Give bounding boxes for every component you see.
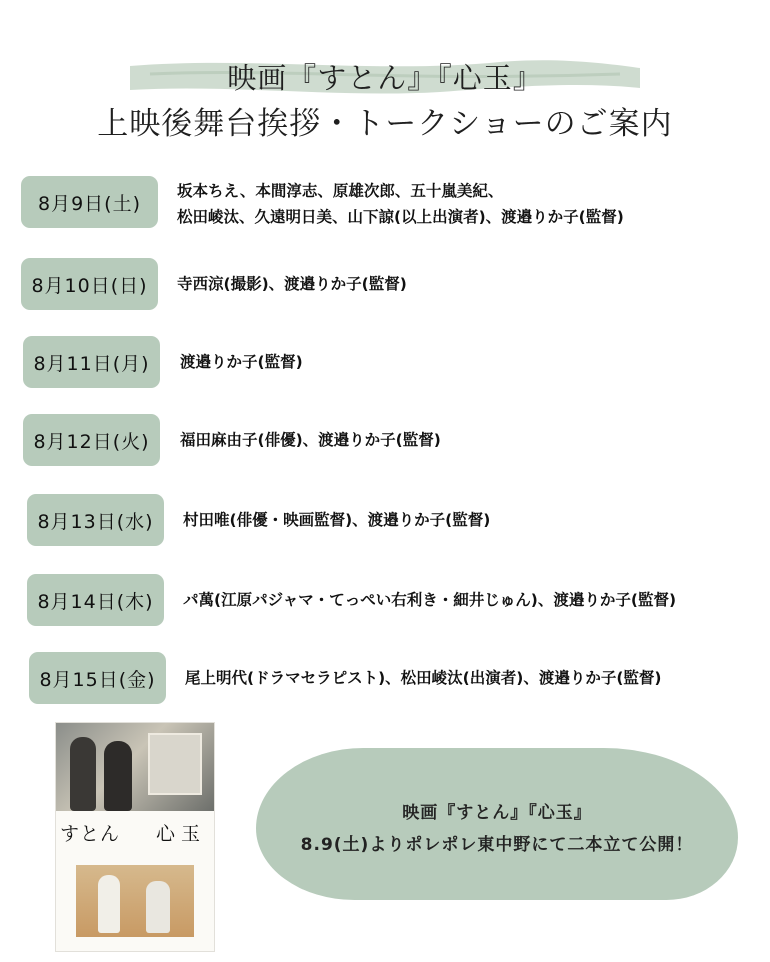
- page-title-line1: 映画『すとん』『心玉』: [227, 61, 543, 95]
- announcement-bubble: [256, 748, 738, 900]
- date-badge: 8月9日(土): [21, 176, 158, 228]
- guest-line: 尾上明代(ドラマセラピスト)、松田崚汰(出演者)、渡邉りか子(監督): [185, 669, 662, 687]
- poster-photo-top: [56, 723, 214, 811]
- guest-list: [177, 271, 407, 297]
- poster-title-right: 心玉: [155, 823, 206, 845]
- schedule-row: [0, 258, 770, 314]
- date-badge: 8月12日(火): [23, 414, 160, 466]
- date-badge: 8月10日(日): [21, 258, 158, 310]
- schedule-row: [0, 652, 770, 708]
- guest-line: 福田麻由子(俳優)、渡邉りか子(監督): [180, 431, 441, 449]
- date-badge: 8月11日(月): [23, 336, 160, 388]
- guest-line: 坂本ちえ、本間淳志、原雄次郎、五十嵐美紀、: [177, 182, 504, 200]
- movie-poster: [55, 722, 215, 952]
- date-badge: 8月13日(水): [27, 494, 164, 546]
- guest-line: 村田唯(俳優・映画監督)、渡邉りか子(監督): [183, 511, 491, 529]
- guest-line: 渡邉りか子(監督): [180, 353, 303, 371]
- poster-title: [60, 819, 210, 846]
- guest-list: [183, 507, 490, 533]
- date-badge: 8月15日(金): [29, 652, 166, 704]
- guest-list: [180, 349, 303, 375]
- guest-line: 寺西涼(撮影)、渡邉りか子(監督): [177, 275, 407, 293]
- guest-list: [185, 665, 662, 691]
- guest-line: 松田崚汰、久遠明日美、山下諒(以上出演者)、渡邉りか子(監督): [177, 208, 624, 226]
- announcement-release: 8.9(土)よりポレポレ東中野にて二本立て公開！: [300, 835, 694, 855]
- date-badge: 8月14日(木): [27, 574, 164, 626]
- schedule-row: [0, 336, 770, 392]
- schedule-row: [0, 176, 770, 232]
- guest-list: [177, 178, 624, 230]
- schedule-row: [0, 574, 770, 630]
- poster-photo-bottom: [76, 865, 194, 937]
- guest-line: パ萬(江原パジャマ・てっぺい右利き・細井じゅん)、渡邉りか子(監督): [183, 591, 677, 609]
- guest-list: [180, 427, 441, 453]
- title-block: [0, 52, 770, 142]
- schedule-row: [0, 414, 770, 470]
- guest-list: [183, 587, 676, 613]
- announcement-title: 映画『すとん』『心玉』: [402, 803, 592, 823]
- page-title-line2: 上映後舞台挨拶・トークショーのご案内: [97, 106, 673, 142]
- schedule-row: [0, 494, 770, 550]
- poster-title-left: すとん: [60, 823, 121, 845]
